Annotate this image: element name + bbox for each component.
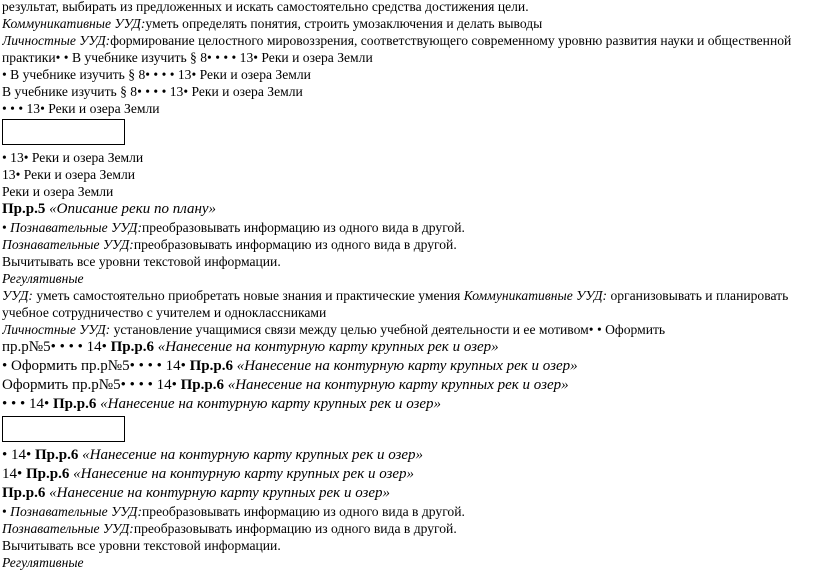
text-line: В учебнике изучить § 8• • • • 13• Реки и озера Земли bbox=[2, 84, 303, 99]
heading-line: Пр.р.6 «Нанесение на контурную карту крупных рек и озер» bbox=[2, 485, 391, 501]
text-line: Вычитывать все уровни текстовой информации. bbox=[2, 254, 281, 269]
text-line: • В учебнике изучить § 8• • • • 13• Реки и озера Земли bbox=[2, 67, 311, 82]
text-line: Регулятивные bbox=[2, 555, 84, 570]
text-line: УУД: уметь самостоятельно приобретать новые знания и практические умения Коммуникативные УУД: организовывать и планировать учебное сотрудничество с учителем и одноклассниками bbox=[2, 288, 789, 320]
empty-box bbox=[2, 119, 125, 145]
text-line: • 13• Реки и озера Земли bbox=[2, 150, 144, 165]
text-line: • • • 13• Реки и озера Земли bbox=[2, 101, 160, 116]
text-line: • Познавательные УУД:преобразовывать информацию из одного вида в другой. bbox=[2, 504, 465, 519]
heading-line: пр.р№5• • • • 14• Пр.р.6 «Нанесение на контурную карту крупных рек и озер» bbox=[2, 339, 499, 355]
heading-line: Оформить пр.р№5• • • • 14• Пр.р.6 «Нанесение на контурную карту крупных рек и озер» bbox=[2, 377, 569, 393]
heading-line: • • • 14• Пр.р.6 «Нанесение на контурную карту крупных рек и озер» bbox=[2, 396, 442, 412]
text-line: Познавательные УУД:преобразовывать информацию из одного вида в другой. bbox=[2, 237, 457, 252]
text-line: Регулятивные bbox=[2, 271, 84, 286]
text-line: Реки и озера Земли bbox=[2, 184, 114, 199]
text-line: Коммуникативные УУД:уметь определять понятия, строить умозаключения и делать выводы bbox=[2, 16, 543, 31]
empty-box bbox=[2, 416, 125, 442]
text-line: 13• Реки и озера Земли bbox=[2, 167, 136, 182]
document-body bbox=[2, 0, 810, 571]
text-line: Личностные УУД:формирование целостного мировоззрения, соответствующего современному уровню развития науки и общественной практики• • В учебнике изучить § 8• • • • 13• Реки и озера Земли bbox=[2, 33, 792, 65]
text-line: Вычитывать все уровни текстовой информации. bbox=[2, 538, 281, 553]
heading-line: 14• Пр.р.6 «Нанесение на контурную карту крупных рек и озер» bbox=[2, 466, 415, 482]
text-line: • Познавательные УУД:преобразовывать информацию из одного вида в другой. bbox=[2, 220, 465, 235]
empty-box-row bbox=[2, 414, 810, 446]
text-line: результат, выбирать из предложенных и искать самостоятельно средства достижения цели. bbox=[2, 0, 529, 14]
text-line: Личностные УУД: установление учащимися связи между целью учебной деятельности и ее мотивом• • Оформить bbox=[2, 322, 666, 337]
text-line: Познавательные УУД:преобразовывать информацию из одного вида в другой. bbox=[2, 521, 457, 536]
heading-line: • 14• Пр.р.6 «Нанесение на контурную карту крупных рек и озер» bbox=[2, 447, 424, 463]
empty-box-row bbox=[2, 117, 810, 149]
heading-line: • Оформить пр.р№5• • • • 14• Пр.р.6 «Нанесение на контурную карту крупных рек и озер» bbox=[2, 358, 578, 374]
heading-line: Пр.р.5 «Описание реки по плану» bbox=[2, 201, 217, 217]
